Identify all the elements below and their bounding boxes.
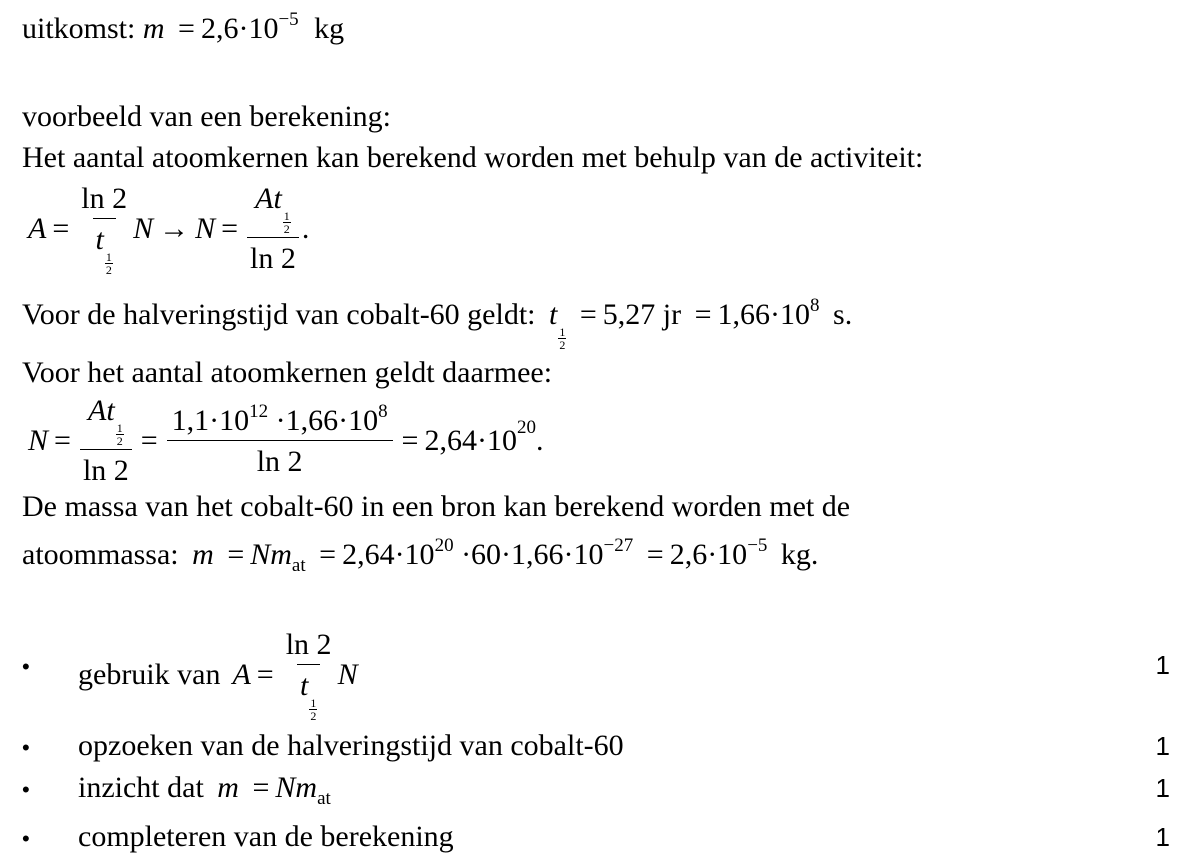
equation-activity: A = ln 2 t $\frac{1}{2}$ N → N = At $\frac{1}{2}$ ln 2 .: [28, 182, 310, 277]
half-den: 2: [283, 222, 290, 236]
line-mass-intro: De massa van het cobalt-60 in een bron kan berekend worden met de: [22, 490, 851, 523]
eq1-N-2: N: [195, 212, 216, 245]
half-num: 1: [559, 325, 566, 339]
mass-exp1: 20: [434, 535, 454, 556]
bullet-icon: •: [22, 826, 30, 851]
mass-exp3: −5: [747, 535, 768, 556]
fraction-denominator: ln 2: [247, 237, 299, 276]
equals-sign: =: [52, 212, 70, 245]
line-nuclei: Voor het aantal atoomkernen geldt daarmee:: [22, 356, 553, 389]
mass-var: m: [192, 538, 214, 571]
answer-unit: kg: [314, 12, 345, 45]
arrow-symbol: →: [159, 212, 190, 245]
line-mass: [22, 535, 819, 576]
crit-at-sub: at: [317, 788, 331, 809]
halflife-exp: 8: [810, 295, 820, 316]
criterion-label: completeren van de berekening: [78, 820, 454, 853]
half-den: 2: [105, 263, 112, 277]
equals-sign: =: [401, 424, 419, 457]
equals-sign: =: [579, 298, 597, 331]
equals-sign: =: [140, 424, 158, 457]
eq2-N: N: [28, 424, 49, 457]
criterion-text: [78, 771, 331, 809]
fraction-denominator: ln 2: [167, 440, 393, 479]
fraction-numerator: At: [88, 394, 115, 427]
half-num: 1: [283, 209, 290, 223]
fraction-values: [167, 400, 393, 479]
answer-var: m: [142, 12, 165, 45]
crit-A: A: [232, 658, 251, 691]
halflife-years: 5,27 jr: [602, 298, 682, 331]
crit-N: N: [337, 658, 358, 691]
nuclei-result: 2,64·10: [424, 424, 517, 457]
mass-exp2: −27: [603, 535, 634, 556]
crit-N: N: [275, 771, 296, 804]
halflife-text: Voor de halveringstijd van cobalt-60 geldt:: [22, 298, 536, 331]
fraction-At-over-ln2: [80, 394, 132, 488]
criterion-text: [78, 628, 358, 722]
equals-sign: =: [319, 538, 337, 571]
mass-N: N: [250, 538, 271, 571]
answer-exp: −5: [278, 9, 299, 30]
fraction-denominator: ln 2: [80, 449, 132, 488]
mass-unit: kg.: [780, 538, 819, 571]
equals-sign: =: [54, 424, 71, 457]
answer-mantissa: 2,6: [200, 12, 239, 45]
half-num: 1: [116, 421, 123, 435]
numer-exp1: 12: [249, 400, 269, 422]
halflife-seconds: 1,66: [717, 298, 771, 331]
equation-nuclei: N = At $\frac{1}{2}$ ln 2 = $\frac{1,1\cdot 10^{12} \cdot 1,66\cdot 10^8}{\ln 2}$ = 2,64·10 20 .: [28, 394, 544, 487]
equals-sign: =: [227, 538, 245, 571]
mass-part2: ·60·1,66·10: [453, 538, 604, 571]
line-activity: Het aantal atoomkernen kan berekend worden met behulp van de activiteit:: [22, 141, 924, 174]
fraction-At-over-ln2: [247, 182, 299, 276]
bullet-icon: •: [22, 735, 30, 760]
criterion-label: opzoeken van de halveringstijd van cobalt-60: [78, 729, 624, 762]
mass-m: m: [270, 538, 292, 571]
numer-part2: ·1,66·10: [268, 403, 379, 437]
fraction-numerator: At: [255, 182, 282, 215]
numer-part1: 1,1·10: [171, 403, 250, 437]
mass-label: atoommassa:: [22, 538, 179, 571]
line-halflife: Voor de halveringstijd van cobalt-60 geldt: t $\frac{1}{2}$ = 5,27 jr = $1,66\cdot 10^8$ s.: [22, 295, 853, 352]
crit-m: m: [217, 771, 239, 804]
score-value: 1: [1155, 822, 1170, 852]
equals-sign: =: [252, 771, 270, 804]
half-life-symbol: t: [95, 223, 104, 256]
eq1-A: A: [28, 212, 47, 245]
half-den: 2: [116, 434, 123, 448]
half-life-symbol: t: [549, 298, 558, 331]
equals-sign: =: [694, 298, 712, 331]
eq1-N: N: [133, 212, 154, 245]
score-value: 1: [1155, 731, 1170, 761]
fraction-numerator: ln 2: [285, 628, 332, 661]
half-num: 1: [105, 250, 112, 264]
bullet-icon: •: [22, 654, 30, 679]
nuclei-exp: 20: [516, 417, 536, 438]
score-value: 1: [1155, 773, 1170, 803]
fraction-ln2-over-t: [78, 182, 130, 276]
equals-sign: =: [256, 658, 274, 691]
score-value: 1: [1155, 650, 1170, 680]
mass-part1: 2,64·10: [342, 538, 435, 571]
answer-label: uitkomst:: [22, 12, 136, 45]
criterion-label: gebruik van: [78, 658, 221, 691]
equals-sign: =: [646, 538, 664, 571]
half-num: 1: [310, 696, 317, 710]
bullet-icon: •: [22, 777, 30, 802]
intro-text: voorbeeld van een berekening:: [22, 100, 392, 133]
half-den: 2: [559, 338, 566, 352]
answer-line: uitkomst: $m = 2,6\cdot 10^{-5}$ kg: [22, 9, 345, 45]
criterion-label: inzicht dat: [78, 771, 204, 804]
half-den: 2: [310, 709, 317, 723]
halflife-unit: s.: [833, 298, 853, 331]
mass-part3: 2,6·10: [669, 538, 748, 571]
equals-sign: =: [178, 12, 195, 45]
half-life-symbol: t: [299, 669, 309, 702]
fraction-numerator: ln 2: [81, 182, 128, 215]
mass-at-sub: at: [291, 555, 306, 576]
numer-exp2: 8: [378, 400, 388, 422]
equals-sign: =: [221, 212, 239, 245]
fraction-ln2-over-t: [283, 628, 335, 722]
crit-m2: m: [295, 771, 318, 804]
